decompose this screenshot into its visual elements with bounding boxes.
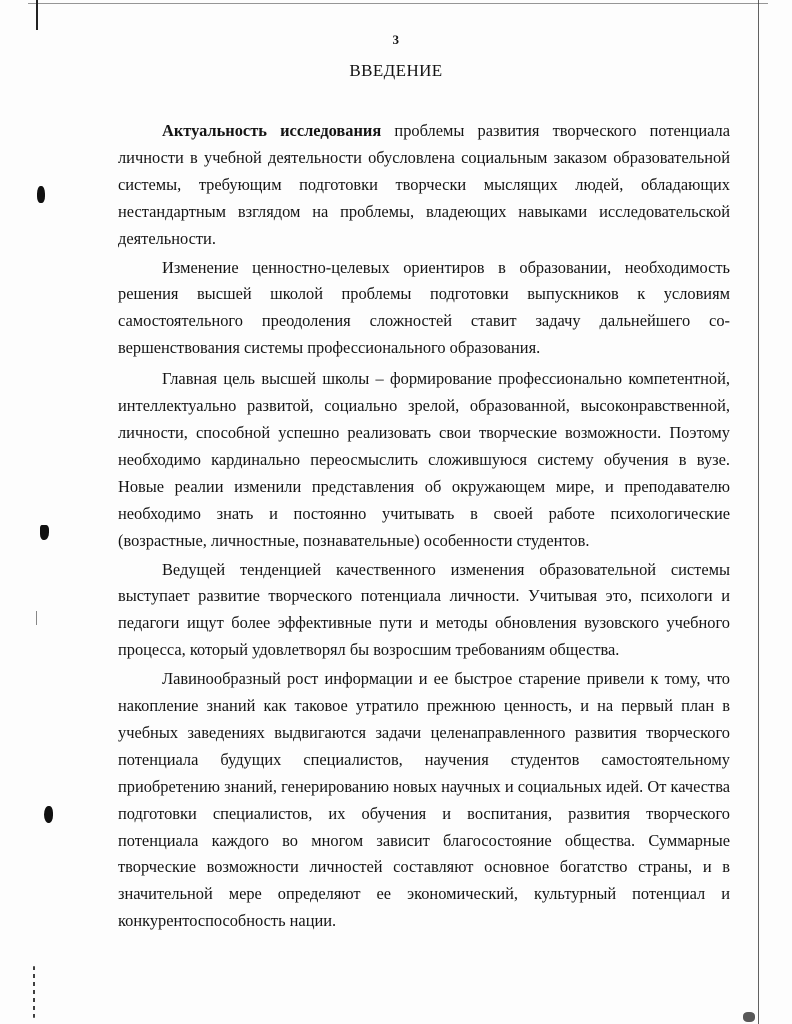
scan-speck <box>36 611 37 625</box>
page-number: 3 <box>392 32 400 47</box>
page-title: ВВЕДЕНИЕ <box>349 61 443 80</box>
paragraph-leading-trend: Ведущей тенденцией качественного изменения образовательной системы выступает развитие творческого потенциала личности. Учитывая это, психологи и педагоги ищут более эффективные пути и методы обновления вузовского учебного процесса, который удовлетворял бы возросшим требованиям общества. <box>118 559 730 660</box>
scan-left-mark <box>36 0 38 30</box>
binding-hole-mark <box>37 186 45 203</box>
paragraph-main-goal: Главная цель высшей школы – формирование профессионально компетентной, интеллектуально развитой, социально зрелой, образованной, высоконравственной, личности, способной успешно реализовать свои творческие возможности. Поэтому необходимо кардинально переосмыслить сложившуюся систему обучения в вузе. Новые реалии изменили представления об окружающем мире, и преподавателю необходимо знать и постоянно учитывать в своей работе психологические (возрастные, личностные, познавательные) особенности студентов. <box>118 369 730 550</box>
scan-right-border <box>758 0 759 1024</box>
scan-edge-dashes <box>33 966 35 1018</box>
paragraph-text: проблемы развития творческого потенциала личности в учебной деятельности обусловлена социальным заказом образовательной системы, требующим подготовки творчески мыслящих людей, обладающих нестандартным взглядом на проблемы, владеющих навыками исследовательской деятельности. <box>118 121 730 248</box>
paragraph-information-growth: Лавинообразный рост информации и ее быстрое старение привели к тому, что накопление знаний как таковое утратило прежнюю ценность, и на первый план в учебных заведениях выдвигаются задачи целенаправленного развития творческого потенциала будущих специалистов, научения студентов самостоятельному приобретению знаний, генерированию новых научных и социальных идей. От качества подготовки специалистов, их обучения и воспитания, развития творческого потенциала каждого во многом зависит благосостояние общества. Суммарные творческие возможности личностей составляют основное богатство страны, и в значительной мере определяют ее экономический, культурный потенциал и конкурентоспособность нации. <box>118 669 730 931</box>
scan-corner-speck <box>743 1012 755 1022</box>
paragraph-value-orientation: Изменение ценностно-целевых ориентиров в образовании, необходимость решения высшей школой проблемы подготовки выпускников к условиям самостоятельного преодоления сложностей ставит задачу дальнейшего совершенствования системы профессионального образования. <box>118 257 730 358</box>
scan-top-border <box>28 3 768 4</box>
binding-hole-mark <box>44 806 53 823</box>
paragraph-relevance <box>118 118 730 253</box>
paragraph-lead: Актуальность исследования <box>162 121 382 140</box>
body-text <box>118 118 730 935</box>
binding-hole-mark <box>40 525 49 540</box>
